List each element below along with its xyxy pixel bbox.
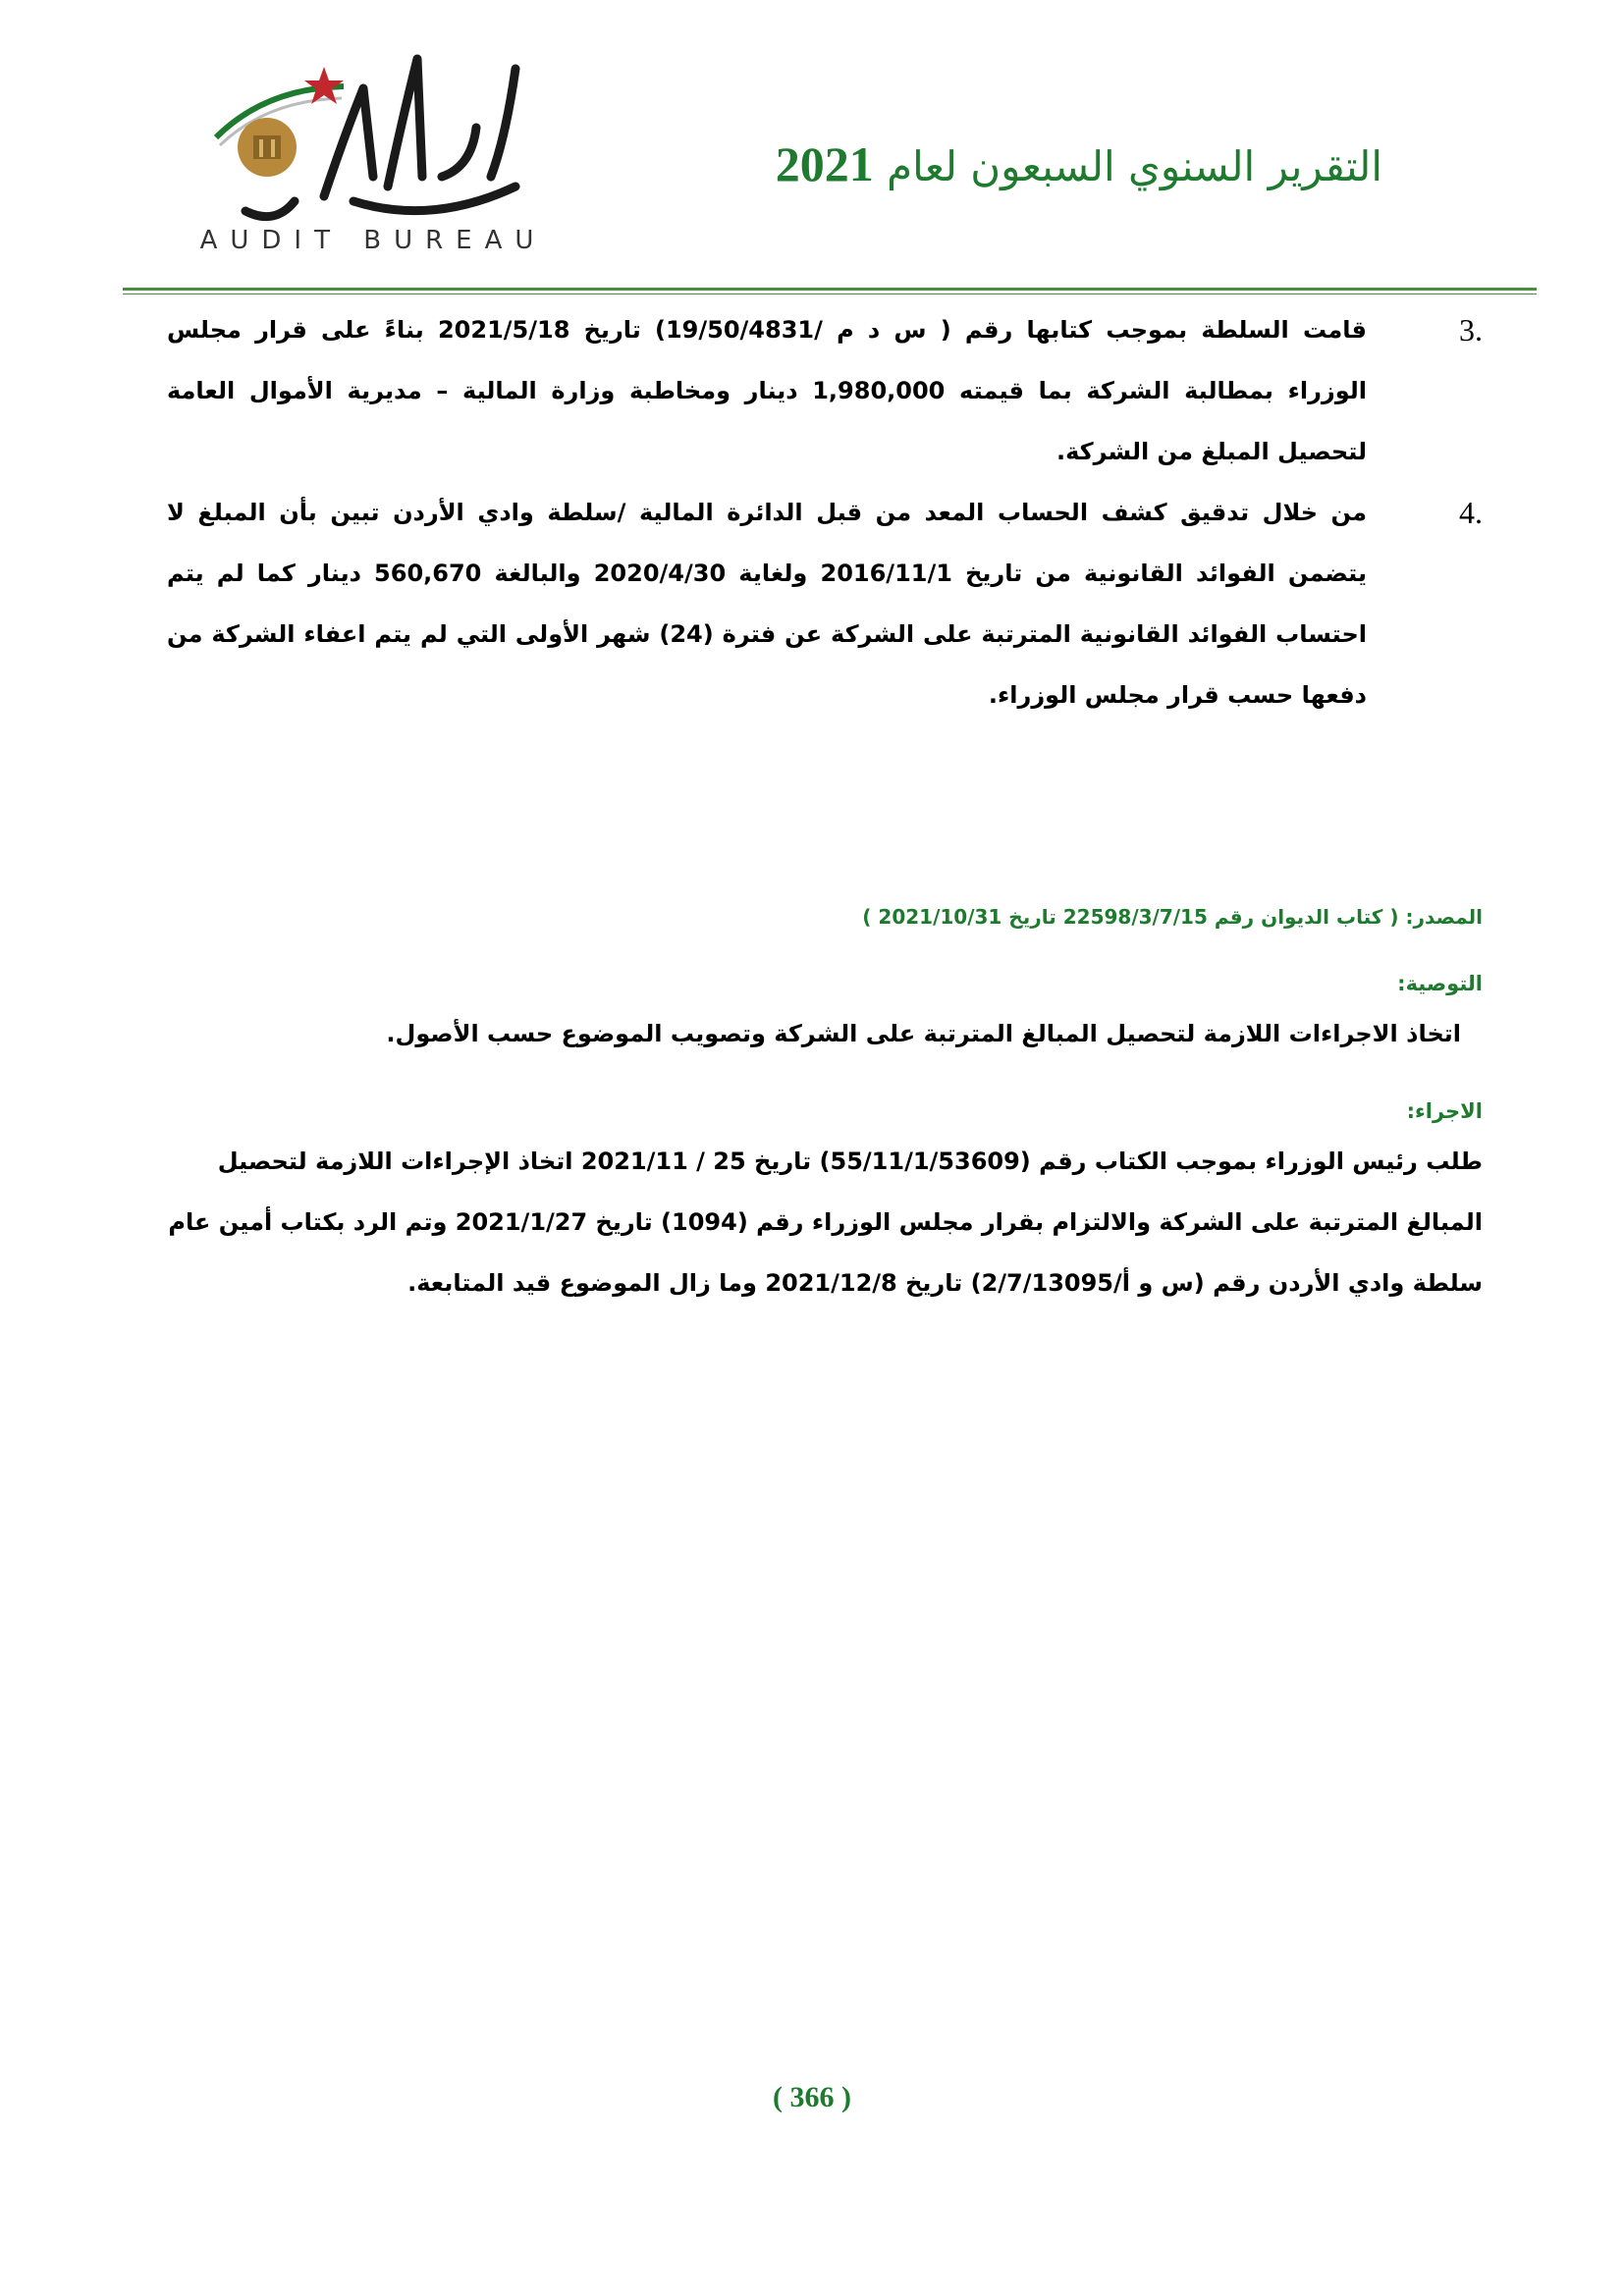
finding-item <box>167 482 1483 725</box>
finding-text: قامت السلطة بموجب كتابها رقم ( س د م /19/50/4831) تاريخ 2021/5/18 بناءً على قرار مجلس الوزراء بمطالبة الشركة بما قيمته 1,980,000 دينار ومخاطبة وزارة المالية – مديرية الأموال العامة لتحصيل المبلغ من الشركة. <box>167 316 1367 465</box>
findings-list <box>167 299 1483 725</box>
report-year: 2021 <box>775 136 874 191</box>
page-header <box>0 0 1624 294</box>
finding-number: .3 <box>1459 312 1483 347</box>
report-title <box>776 135 1382 192</box>
logo-arabic: ديوان المحاسبة <box>177 29 184 30</box>
report-title-text: التقرير السنوي السبعون لعام <box>887 142 1382 190</box>
finding-item <box>167 299 1483 482</box>
recommendation-heading: التوصية: <box>1397 972 1483 995</box>
page-number: ( 366 ) <box>773 2081 851 2113</box>
source-citation: المصدر: ( كتاب الديوان رقم 22598/3/7/15 تاريخ 2021/10/31 ) <box>862 905 1483 929</box>
action-heading: الاجراء: <box>1406 1099 1483 1123</box>
finding-text: من خلال تدقيق كشف الحساب المعد من قبل الدائرة المالية /سلطة وادي الأردن تبين بأن المبلغ لا يتضمن الفوائد القانونية من تاريخ 2016/11/1 ولغاية 2020/4/30 والبالغة 560,670 دينار كما لم يتم احتساب الفوائد القانونية المترتبة على الشركة عن فترة (24) شهر الأولى التي لم يتم اعفاء الشركة من دفعها حسب قرار مجلس الوزراء. <box>167 499 1367 709</box>
recommendation-text: اتخاذ الاجراءات اللازمة لتحصيل المبالغ المترتبة على الشركة وتصويب الموضوع حسب الأصول. <box>386 1020 1461 1047</box>
action-text: طلب رئيس الوزراء بموجب الكتاب رقم (55/11/1/53609) تاريخ 25 / 2021/11 اتخاذ الإجراءات اللازمة لتحصيل المبالغ المترتبة على الشركة والالتزام بقرار مجلس الوزراء رقم (1094) تاريخ 2021/1/27 وتم الرد بكتاب أمين عام سلطة وادي الأردن رقم (س و أ/2/7/13095) تاريخ 2021/12/8 وما زال الموضوع قيد المتابعة. <box>168 1148 1483 1297</box>
header-divider <box>123 288 1537 291</box>
source-recommendation-section <box>167 893 1483 1313</box>
finding-number: .4 <box>1459 495 1483 530</box>
logo-text: AUDIT BUREAU <box>199 226 547 255</box>
